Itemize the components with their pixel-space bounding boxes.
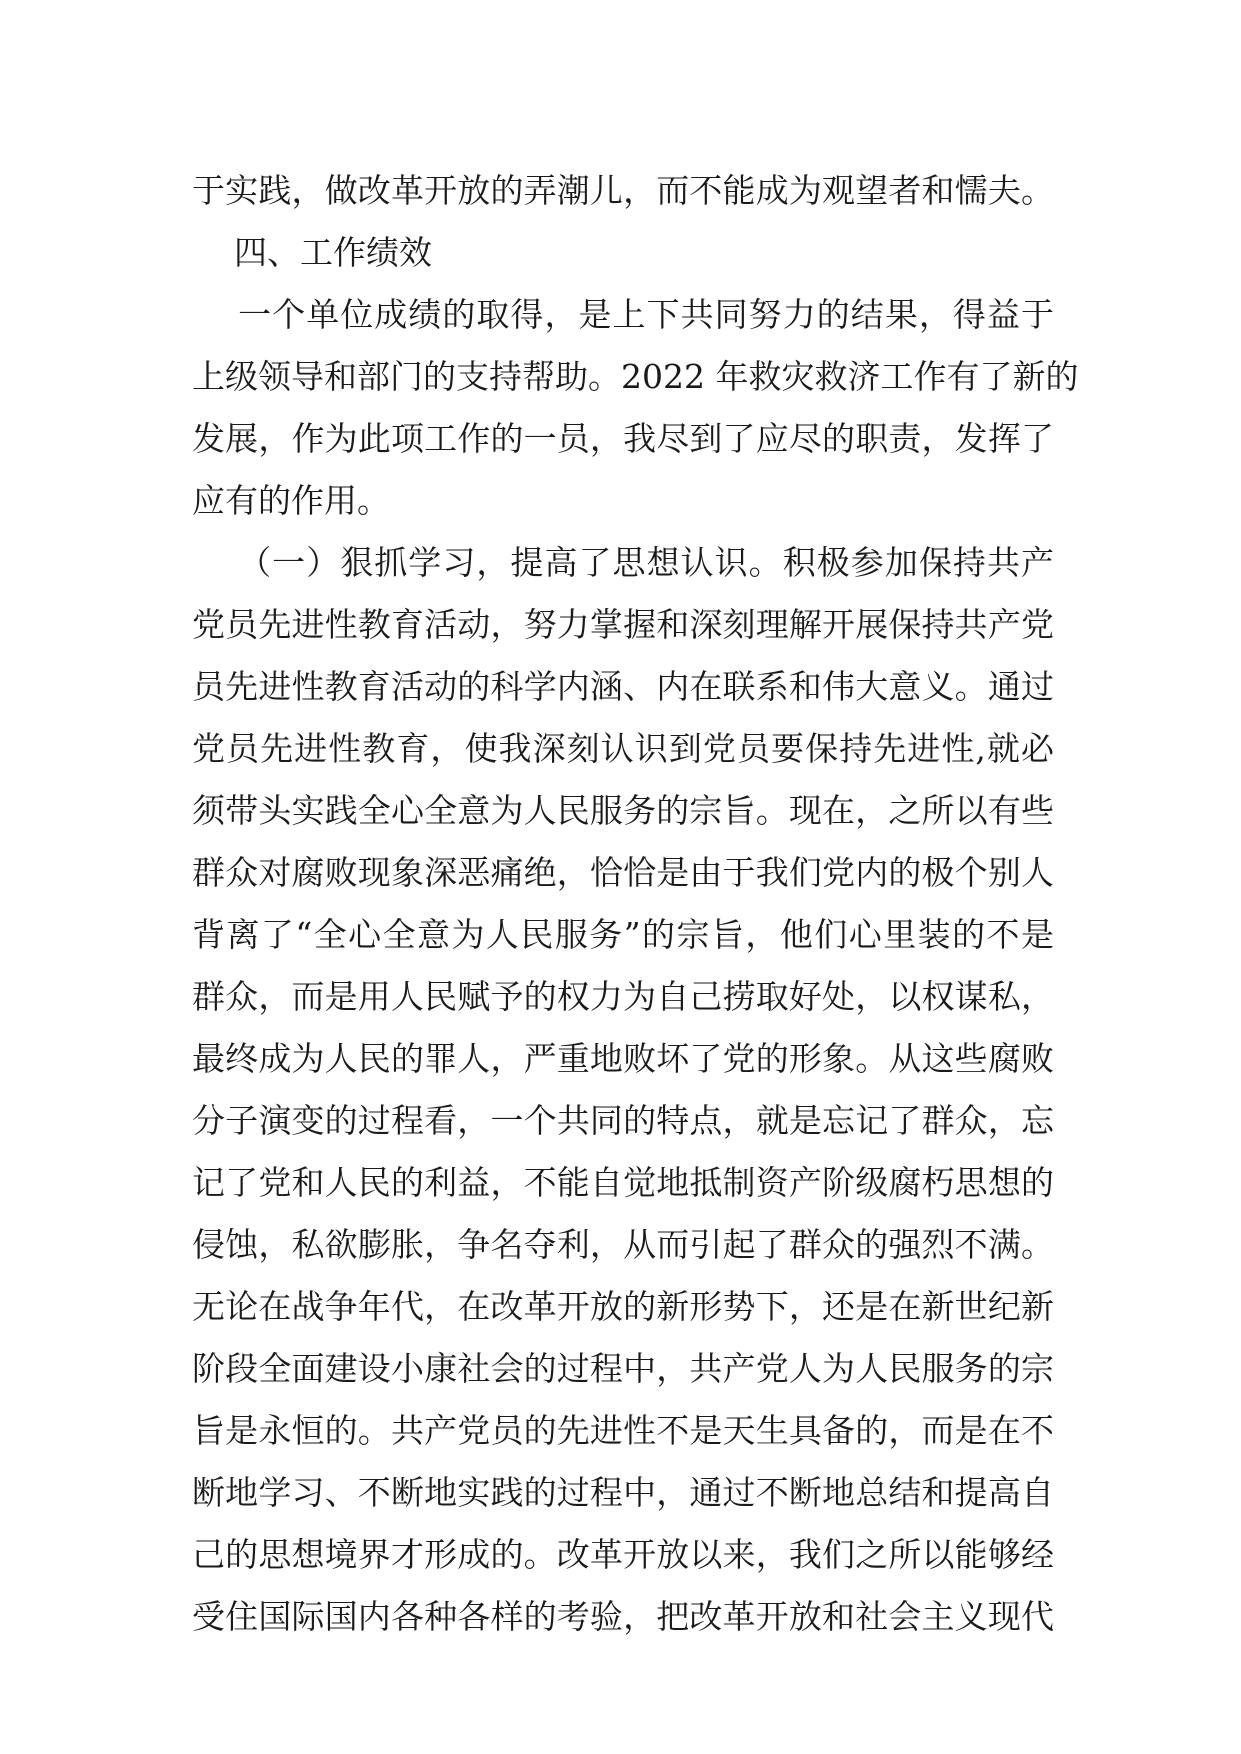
text-line: （一）狠抓学习，提高了思想认识。积极参加保持共产 (192, 543, 1054, 582)
text-line: 上级领导和部门的支持帮助。2022 年救灾救济工作有了新的 (192, 357, 1079, 396)
text-line: 须带头实践全心全意为人民服务的宗旨。现在，之所以有些 (192, 791, 1054, 830)
text-line: 分子演变的过程看，一个共同的特点，就是忘记了群众，忘 (192, 1101, 1054, 1140)
text-line: 受住国际国内各种各样的考验，把改革开放和社会主义现代 (192, 1597, 1054, 1636)
text-line: 应有的作用。 (192, 481, 390, 520)
text-line: 党员先进性教育，使我深刻认识到党员要保持先进性,就必 (192, 729, 1054, 768)
text-line: 断地学习、不断地实践的过程中，通过不断地总结和提高自 (192, 1473, 1054, 1512)
text-line: 员先进性教育活动的科学内涵、内在联系和伟大意义。通过 (192, 667, 1054, 706)
section-heading: 四、工作绩效 (192, 233, 432, 272)
text-line: 于实践，做改革开放的弄潮儿，而不能成为观望者和懦夫。 (192, 171, 1054, 210)
text-line: 背离了“全心全意为人民服务”的宗旨，他们心里装的不是 (192, 915, 1054, 954)
text-line: 群众对腐败现象深恶痛绝，恰恰是由于我们党内的极个别人 (192, 853, 1054, 892)
text-line: 群众，而是用人民赋予的权力为自己捞取好处，以权谋私， (192, 977, 1054, 1016)
document-body (192, 160, 1079, 1648)
text-line: 党员先进性教育活动，努力掌握和深刻理解开展保持共产党 (192, 605, 1054, 644)
text-line: 旨是永恒的。共产党员的先进性不是天生具备的，而是在不 (192, 1411, 1054, 1450)
text-line: 记了党和人民的利益，不能自觉地抵制资产阶级腐朽思想的 (192, 1163, 1054, 1202)
text-line: 一个单位成绩的取得，是上下共同努力的结果，得益于 (192, 295, 1054, 334)
text-line: 无论在战争年代，在改革开放的新形势下，还是在新世纪新 (192, 1287, 1054, 1326)
text-line: 阶段全面建设小康社会的过程中，共产党人为人民服务的宗 (192, 1349, 1054, 1388)
text-line: 发展，作为此项工作的一员，我尽到了应尽的职责，发挥了 (192, 419, 1054, 458)
text-line: 侵蚀，私欲膨胀，争名夺利，从而引起了群众的强烈不满。 (192, 1225, 1054, 1264)
text-line: 己的思想境界才形成的。改革开放以来，我们之所以能够经 (192, 1535, 1054, 1574)
text-line: 最终成为人民的罪人，严重地败坏了党的形象。从这些腐败 (192, 1039, 1054, 1078)
